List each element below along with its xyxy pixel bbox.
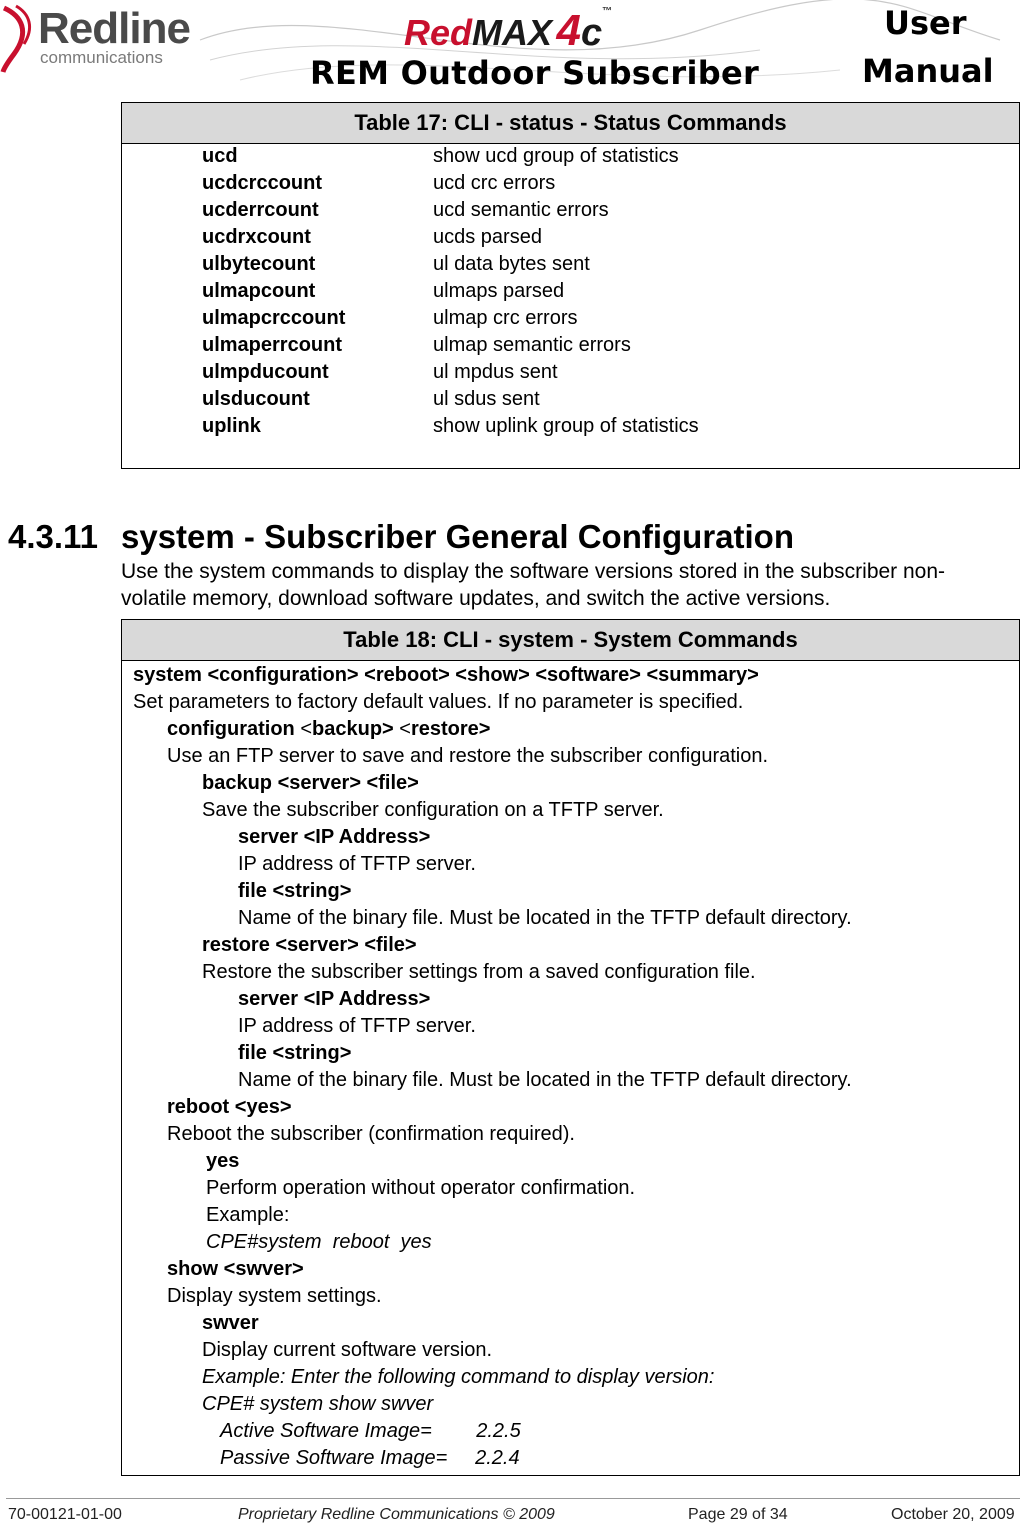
desc-show: Display system settings. (167, 1285, 382, 1307)
logo-max: MAX (472, 12, 553, 53)
logo-c: c (580, 12, 603, 54)
desc-backup-server: IP address of TFTP server. (238, 853, 476, 875)
status-command-description: ucd crc errors (433, 172, 556, 194)
status-command: uplink (202, 415, 261, 437)
syntax-configuration (167, 716, 490, 743)
brand-subtitle: communications (40, 48, 163, 67)
status-command-description: ul mpdus sent (433, 361, 558, 383)
table-18-title: Table 18: CLI - system - System Commands (122, 620, 1019, 661)
syntax-system: system <configuration> <reboot> <show> <software> <summary> (133, 664, 759, 686)
status-command: ucd (202, 145, 238, 167)
syntax-restore-server: server <IP Address> (238, 988, 431, 1010)
syntax-reboot-yes: yes (206, 1150, 240, 1172)
section-number: 4.3.11 (8, 518, 98, 555)
desc-restore-file: Name of the binary file. Must be located in the TFTP default directory. (238, 1069, 852, 1091)
footer-doc-number: 70-00121-01-00 (8, 1506, 122, 1523)
status-command-description: ucd semantic errors (433, 199, 609, 221)
status-command: ulmaperrcount (202, 334, 343, 356)
table-17 (121, 102, 1020, 469)
footer-date: October 20, 2009 (891, 1506, 1015, 1523)
manual-label-line2: Manual (862, 52, 994, 90)
desc-reboot: Reboot the subscriber (confirmation required). (167, 1123, 575, 1145)
syntax-configuration-b: < (300, 718, 313, 740)
swver-example-active: Active Software Image= 2.2.5 (220, 1420, 521, 1442)
syntax-configuration-d: < (399, 718, 411, 740)
section-intro-line1: Use the system commands to display the software versions stored in the subscriber non- (121, 560, 946, 583)
status-command: ulmapcount (202, 280, 316, 302)
brand-name: Redline (38, 4, 190, 53)
desc-backup-file: Name of the binary file. Must be located in the TFTP default directory. (238, 907, 852, 929)
product-title: REM Outdoor Subscriber (310, 54, 760, 92)
syntax-backup-server: server <IP Address> (238, 826, 431, 848)
status-command: ucdcrccount (202, 172, 323, 194)
syntax-backup: backup <server> <file> (202, 772, 419, 794)
swver-example-command: CPE# system show swver (202, 1393, 434, 1415)
desc-system: Set parameters to factory default values. If no parameter is specified. (133, 691, 744, 713)
syntax-show: show <swver> (167, 1258, 304, 1280)
footer-copyright: Proprietary Redline Communications © 2009 (238, 1506, 555, 1523)
swver-example-label: Example: Enter the following command to display version: (202, 1366, 715, 1388)
status-command-description: show ucd group of statistics (433, 145, 679, 167)
footer-rule (6, 1498, 1020, 1499)
syntax-restore: restore <server> <file> (202, 934, 417, 956)
section-title: system - Subscriber General Configuration (121, 518, 794, 555)
page-header (0, 0, 1023, 100)
section-intro-line2: volatile memory, download software updates, and switch the active versions. (121, 587, 831, 610)
status-command: ulmapcrccount (202, 307, 346, 329)
status-command-description: show uplink group of statistics (433, 415, 699, 437)
table-17-title: Table 17: CLI - status - Status Commands (122, 103, 1019, 144)
section-intro (121, 558, 1021, 612)
redline-swoosh-icon (0, 2, 40, 74)
status-command-description: ulmap crc errors (433, 307, 578, 329)
status-command-description: ucds parsed (433, 226, 542, 248)
syntax-configuration-c: backup> (312, 718, 400, 740)
status-command-description: ul data bytes sent (433, 253, 590, 275)
desc-restore: Restore the subscriber settings from a saved configuration file. (202, 961, 756, 983)
status-command: ucdrxcount (202, 226, 311, 248)
table-18 (121, 619, 1020, 1476)
syntax-restore-file: file <string> (238, 1042, 352, 1064)
status-command: ulsducount (202, 388, 310, 410)
redmax-logo (404, 6, 613, 55)
status-command: ulmpducount (202, 361, 329, 383)
logo-red: Red (404, 12, 473, 53)
syntax-backup-file: file <string> (238, 880, 352, 902)
footer-page: Page 29 of 34 (688, 1506, 788, 1523)
status-command: ulbytecount (202, 253, 316, 275)
status-command-description: ulmap semantic errors (433, 334, 631, 356)
logo-four: 4 (556, 6, 581, 55)
manual-label-line1: User (884, 4, 967, 42)
syntax-configuration-a: configuration (167, 718, 301, 740)
desc-restore-server: IP address of TFTP server. (238, 1015, 476, 1037)
status-command-description: ul sdus sent (433, 388, 540, 410)
redline-logo (0, 2, 205, 74)
status-command: ucderrcount (202, 199, 319, 221)
syntax-configuration-e: restore> (410, 718, 491, 740)
reboot-example-label: Example: (206, 1204, 290, 1226)
desc-backup: Save the subscriber configuration on a TFTP server. (202, 799, 664, 821)
desc-reboot-yes: Perform operation without operator confirmation. (206, 1177, 636, 1199)
syntax-swver: swver (202, 1312, 259, 1334)
logo-trademark: ™ (602, 6, 613, 17)
desc-configuration: Use an FTP server to save and restore the subscriber configuration. (167, 745, 769, 767)
syntax-reboot: reboot <yes> (167, 1096, 292, 1118)
status-command-description: ulmaps parsed (433, 280, 565, 302)
desc-swver: Display current software version. (202, 1339, 493, 1361)
swver-example-passive: Passive Software Image= 2.2.4 (220, 1447, 520, 1469)
reboot-example-command: CPE#system reboot yes (206, 1231, 432, 1253)
